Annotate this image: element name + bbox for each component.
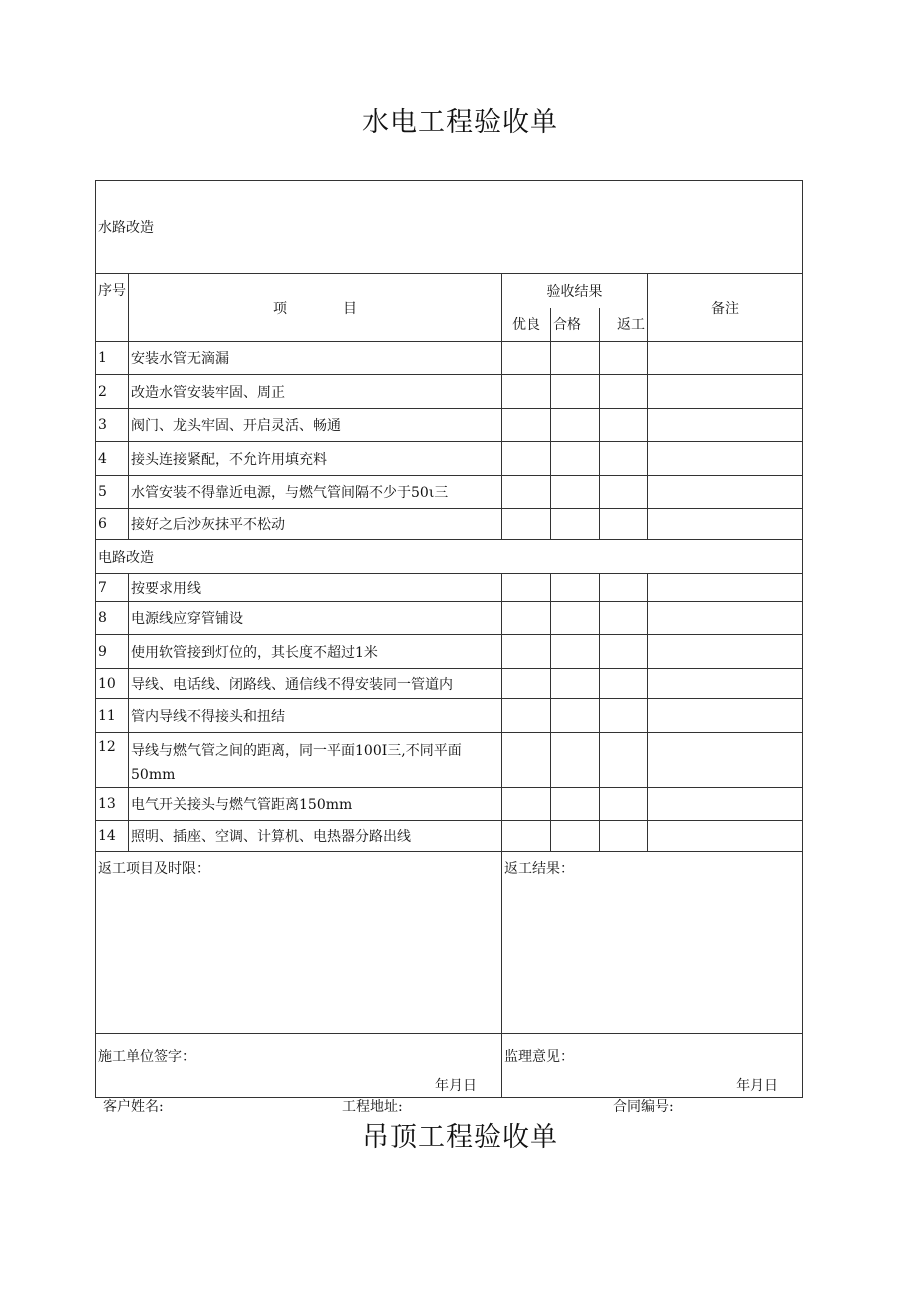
rework-result-field[interactable]: 返工结果： [502,852,803,1034]
item-text: 电源线应穿管铺设 [129,602,502,635]
item-text: 按要求用线 [129,574,502,602]
remark-cell[interactable] [648,733,803,788]
supervisor-date-label: 年月日 [736,1078,779,1094]
item-number: 9 [96,635,129,669]
item-text: 接好之后沙灰抹平不松动 [129,509,502,540]
rework-items-field[interactable]: 返工项目及时限： [96,852,502,1034]
page-title: 水电工程验收单 [362,107,558,138]
table-row [96,669,803,699]
pass-cell[interactable] [551,788,600,821]
contractor-signature-field[interactable] [96,1034,502,1098]
rework-cell[interactable] [600,733,648,788]
excellent-cell[interactable] [502,375,551,409]
excellent-cell[interactable] [502,699,551,733]
item-text: 接头连接紧配，不允许用填充料 [129,442,502,476]
remark-cell[interactable] [648,409,803,442]
item-text: 阀门、龙头牢固、开启灵活、畅通 [129,409,502,442]
excellent-cell[interactable] [502,733,551,788]
item-text: 安装水管无滴漏 [129,342,502,375]
contractor-label: 施工单位签字： [98,1049,196,1065]
rework-cell[interactable] [600,409,648,442]
rework-cell[interactable] [600,699,648,733]
header-item: 项 目 [129,274,502,342]
header-excellent: 优良 [502,308,551,342]
rework-cell[interactable] [600,509,648,540]
rework-cell[interactable] [600,442,648,476]
excellent-cell[interactable] [502,442,551,476]
table-row [96,375,803,409]
item-text: 导线、电话线、闭路线、通信线不得安装同一管道内 [129,669,502,699]
remark-cell[interactable] [648,442,803,476]
rework-cell[interactable] [600,602,648,635]
rework-cell[interactable] [600,669,648,699]
item-text: 照明、插座、空调、计算机、电热器分路出线 [129,821,502,852]
header-seq: 序号 [96,274,129,342]
remark-cell[interactable] [648,574,803,602]
project-address-label: 工程地址: [342,1099,403,1115]
rework-cell[interactable] [600,342,648,375]
item-text: 水管安装不得靠近电源，与燃气管间隔不少于50ι三 [129,476,502,509]
table-row [96,342,803,375]
remark-cell[interactable] [648,375,803,409]
item-text: 管内导线不得接头和扭结 [129,699,502,733]
table-row [96,509,803,540]
pass-cell[interactable] [551,442,600,476]
excellent-cell[interactable] [502,476,551,509]
second-page-title: 吊顶工程验收单 [362,1122,558,1153]
excellent-cell[interactable] [502,602,551,635]
table-row [96,733,803,788]
rework-cell[interactable] [600,476,648,509]
pass-cell[interactable] [551,669,600,699]
contract-number-label: 合同编号: [613,1099,674,1115]
excellent-cell[interactable] [502,788,551,821]
rework-cell[interactable] [600,821,648,852]
remark-cell[interactable] [648,476,803,509]
table-row [96,409,803,442]
item-text: 使用软管接到灯位的，其长度不超过1米 [129,635,502,669]
item-number: 2 [96,375,129,409]
item-text: 改造水管安装牢固、周正 [129,375,502,409]
item-number: 7 [96,574,129,602]
rework-cell[interactable] [600,635,648,669]
remark-cell[interactable] [648,602,803,635]
remark-cell[interactable] [648,342,803,375]
remark-cell[interactable] [648,788,803,821]
item-number: 14 [96,821,129,852]
remark-cell[interactable] [648,821,803,852]
pass-cell[interactable] [551,635,600,669]
inspection-form [95,180,803,1098]
header-pass: 合格 [551,308,600,342]
excellent-cell[interactable] [502,574,551,602]
contractor-date-label: 年月日 [435,1078,477,1094]
excellent-cell[interactable] [502,342,551,375]
pass-cell[interactable] [551,821,600,852]
excellent-cell[interactable] [502,409,551,442]
excellent-cell[interactable] [502,669,551,699]
table-row [96,788,803,821]
pass-cell[interactable] [551,476,600,509]
remark-cell[interactable] [648,509,803,540]
table-row [96,699,803,733]
item-number: 6 [96,509,129,540]
rework-cell[interactable] [600,788,648,821]
pass-cell[interactable] [551,602,600,635]
item-number: 1 [96,342,129,375]
rework-cell[interactable] [600,574,648,602]
item-number: 11 [96,699,129,733]
customer-name-label: 客户姓名: [103,1099,164,1115]
water-section-title: 水路改造 [96,181,803,274]
pass-cell[interactable] [551,375,600,409]
remark-cell[interactable] [648,699,803,733]
header-rework: 返工 [600,308,648,342]
remark-cell[interactable] [648,635,803,669]
supervisor-label: 监理意见： [504,1049,574,1065]
item-number: 8 [96,602,129,635]
supervisor-signature-field[interactable] [502,1034,803,1098]
item-number: 12 [96,733,129,788]
excellent-cell[interactable] [502,635,551,669]
item-number: 4 [96,442,129,476]
table-row [96,635,803,669]
table-row [96,574,803,602]
pass-cell[interactable] [551,342,600,375]
pass-cell[interactable] [551,574,600,602]
item-number: 5 [96,476,129,509]
pass-cell[interactable] [551,409,600,442]
item-number: 3 [96,409,129,442]
table-row [96,442,803,476]
excellent-cell[interactable] [502,821,551,852]
table-row [96,476,803,509]
pass-cell[interactable] [551,733,600,788]
table-row [96,602,803,635]
pass-cell[interactable] [551,699,600,733]
item-number: 13 [96,788,129,821]
header-result: 验收结果 [502,274,648,308]
pass-cell[interactable] [551,509,600,540]
table-row [96,821,803,852]
header-remark: 备注 [648,274,803,342]
electric-section-title: 电路改造 [96,540,803,574]
item-number: 10 [96,669,129,699]
excellent-cell[interactable] [502,509,551,540]
item-text: 导线与燃气管之间的距离，同一平面100I三,不同平面50mm [129,733,502,788]
remark-cell[interactable] [648,669,803,699]
rework-cell[interactable] [600,375,648,409]
item-text: 电气开关接头与燃气管距离150mm [129,788,502,821]
